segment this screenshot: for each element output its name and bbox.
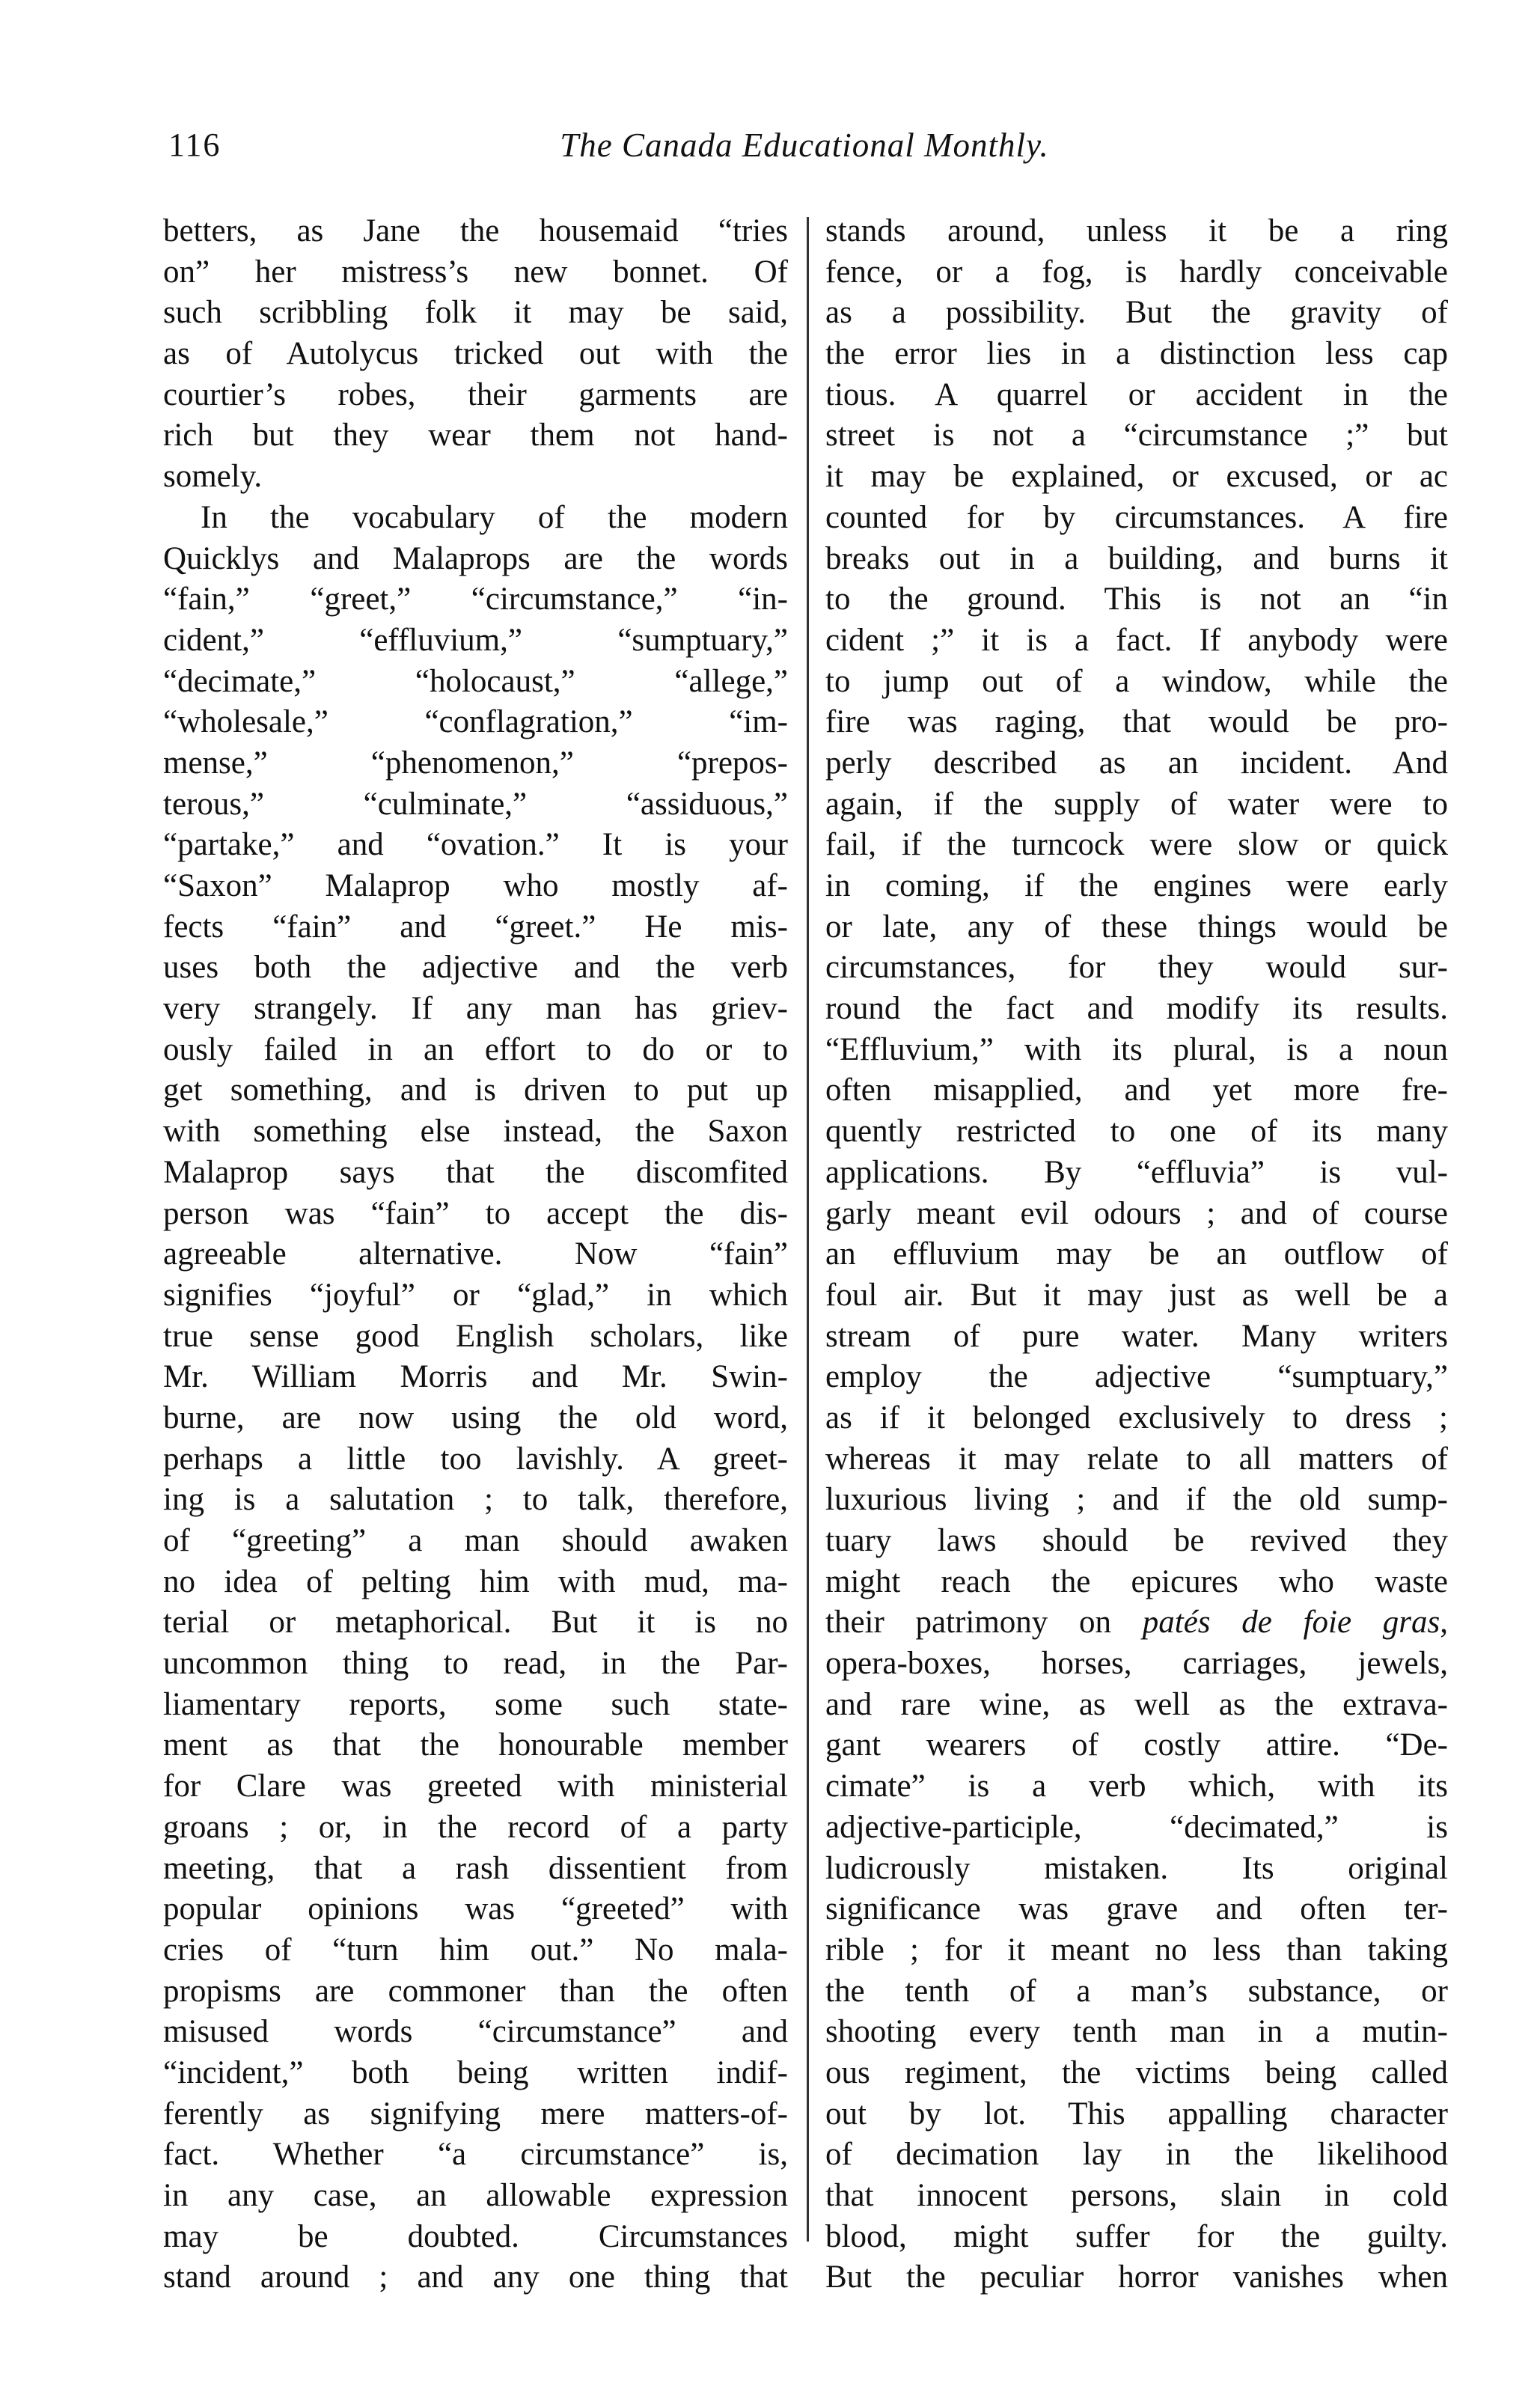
left-column-line: uses both the adjective and the verb bbox=[163, 950, 788, 986]
left-column-line: In the vocabulary of the modern bbox=[201, 499, 788, 535]
left-column-line: stand around ; and any one thing that bbox=[163, 2260, 788, 2295]
running-head bbox=[161, 126, 1448, 171]
left-column-line: with something else instead, the Saxon bbox=[163, 1114, 788, 1150]
left-column-line: courtier’s robes, their garments are bbox=[163, 376, 788, 412]
right-column-line: whereas it may relate to all matters of bbox=[825, 1441, 1448, 1477]
left-column-line: Malaprop says that the discomfited bbox=[163, 1154, 788, 1190]
right-column-line: perly described as an incident. And bbox=[825, 745, 1448, 781]
right-column-line: foul air. But it may just as well be a bbox=[825, 1277, 1448, 1313]
left-column-line: ously failed in an effort to do or to bbox=[163, 1031, 788, 1067]
right-column-line: ous regiment, the victims being called bbox=[825, 2054, 1448, 2090]
right-column-line: of decimation lay in the likelihood bbox=[825, 2137, 1448, 2173]
right-column-line: an effluvium may be an outflow of bbox=[825, 1236, 1448, 1272]
left-column-line: “Saxon” Malaprop who mostly af- bbox=[163, 868, 788, 903]
left-column-line: meeting, that a rash dissentient from bbox=[163, 1850, 788, 1886]
left-column-line: of “greeting” a man should awaken bbox=[163, 1523, 788, 1558]
right-column-line: counted for by circumstances. A fire bbox=[825, 499, 1448, 535]
right-column-line: street is not a “circumstance ;” but bbox=[825, 418, 1448, 454]
left-column-line: burne, are now using the old word, bbox=[163, 1400, 788, 1435]
left-column-line: misused words “circumstance” and bbox=[163, 2014, 788, 2050]
right-column-line: luxurious living ; and if the old sump- bbox=[825, 1482, 1448, 1518]
right-column-line: circumstances, for they would sur- bbox=[825, 950, 1448, 986]
right-column-line: fire was raging, that would be pro- bbox=[825, 704, 1448, 740]
left-column-line: perhaps a little too lavishly. A greet- bbox=[163, 1441, 788, 1477]
right-column-line: stream of pure water. Many writers bbox=[825, 1318, 1448, 1354]
left-column-line: uncommon thing to read, in the Par- bbox=[163, 1646, 788, 1682]
left-column-line: terial or metaphorical. But it is no bbox=[163, 1605, 788, 1641]
left-column-line: terous,” “culminate,” “assiduous,” bbox=[163, 786, 788, 822]
left-column-line: “wholesale,” “conflagration,” “im- bbox=[163, 704, 788, 740]
left-column-line: signifies “joyful” or “glad,” in which bbox=[163, 1277, 788, 1313]
left-column-line: “fain,” “greet,” “circumstance,” “in- bbox=[163, 582, 788, 617]
page-number: 116 bbox=[168, 126, 221, 163]
right-column-line: often misapplied, and yet more fre- bbox=[825, 1072, 1448, 1108]
right-column-line: But the peculiar horror vanishes when bbox=[825, 2260, 1448, 2295]
left-column-line: mense,” “phenomenon,” “prepos- bbox=[163, 745, 788, 781]
left-column-line: as of Autolycus tricked out with the bbox=[163, 336, 788, 372]
right-column-line: tuary laws should be revived they bbox=[825, 1523, 1448, 1558]
right-column-line: “Effluvium,” with its plural, is a noun bbox=[825, 1031, 1448, 1067]
right-column-line: ludicrously mistaken. Its original bbox=[825, 1850, 1448, 1886]
right-column-line: as if it belonged exclusively to dress ; bbox=[825, 1400, 1448, 1435]
right-column-line: shooting every tenth man in a mutin- bbox=[825, 2014, 1448, 2050]
right-column-line: breaks out in a building, and burns it bbox=[825, 540, 1448, 576]
right-column-line: adjective-participle, “decimated,” is bbox=[825, 1809, 1448, 1845]
right-column-line: cimate” is a verb which, with its bbox=[825, 1769, 1448, 1804]
left-column-line: Quicklys and Malaprops are the words bbox=[163, 540, 788, 576]
right-column-line: that innocent persons, slain in cold bbox=[825, 2178, 1448, 2213]
journal-title: The Canada Educational Monthly. bbox=[560, 126, 1049, 164]
left-column-line: cries of “turn him out.” No mala- bbox=[163, 1932, 788, 1968]
right-column-line: to jump out of a window, while the bbox=[825, 663, 1448, 699]
left-column-line: person was “fain” to accept the dis- bbox=[163, 1195, 788, 1231]
column-divider bbox=[807, 217, 809, 2242]
right-column-line: garly meant evil odours ; and of course bbox=[825, 1195, 1448, 1231]
right-column-line: their patrimony on patés de foie gras, bbox=[825, 1605, 1448, 1641]
left-column-line: true sense good English scholars, like bbox=[163, 1318, 788, 1354]
left-column-line: ing is a salutation ; to talk, therefore, bbox=[163, 1482, 788, 1518]
right-column-line: and rare wine, as well as the extrava- bbox=[825, 1686, 1448, 1722]
left-column-line: groans ; or, in the record of a party bbox=[163, 1809, 788, 1845]
right-column-line: it may be explained, or excused, or ac bbox=[825, 459, 1448, 495]
right-column-line: round the fact and modify its results. bbox=[825, 991, 1448, 1027]
left-column-line: “partake,” and “ovation.” It is your bbox=[163, 827, 788, 863]
left-column-line: propisms are commoner than the often bbox=[163, 1973, 788, 2009]
right-column-line: gant wearers of costly attire. “De- bbox=[825, 1727, 1448, 1763]
right-column-line: or late, any of these things would be bbox=[825, 909, 1448, 945]
left-column-line: somely. bbox=[163, 459, 263, 495]
right-column-line: the error lies in a distinction less cap bbox=[825, 336, 1448, 372]
left-column-line: “decimate,” “holocaust,” “allege,” bbox=[163, 663, 788, 699]
left-column-line: on” her mistress’s new bonnet. Of bbox=[163, 254, 788, 290]
left-column-line: may be doubted. Circumstances bbox=[163, 2218, 788, 2254]
right-column-line: employ the adjective “sumptuary,” bbox=[825, 1359, 1448, 1395]
left-column-line: betters, as Jane the housemaid “tries bbox=[163, 213, 788, 248]
left-column-line: in any case, an allowable expression bbox=[163, 2178, 788, 2213]
left-column-line: no idea of pelting him with mud, ma- bbox=[163, 1563, 788, 1599]
left-column-line: agreeable alternative. Now “fain” bbox=[163, 1236, 788, 1272]
right-column-line: blood, might suffer for the guilty. bbox=[825, 2218, 1448, 2254]
right-column-line: might reach the epicures who waste bbox=[825, 1563, 1448, 1599]
right-column-line: rible ; for it meant no less than taking bbox=[825, 1932, 1448, 1968]
right-column-line: as a possibility. But the gravity of bbox=[825, 295, 1448, 331]
right-column-line: stands around, unless it be a ring bbox=[825, 213, 1448, 248]
italic-phrase: patés de foie gras bbox=[1142, 1605, 1440, 1641]
left-column-line: such scribbling folk it may be said, bbox=[163, 295, 788, 331]
right-column-line: fence, or a fog, is hardly conceivable bbox=[825, 254, 1448, 290]
left-column-line: “incident,” both being written indif- bbox=[163, 2054, 788, 2090]
left-column-line: Mr. William Morris and Mr. Swin- bbox=[163, 1359, 788, 1395]
left-column-line: fects “fain” and “greet.” He mis- bbox=[163, 909, 788, 945]
left-column-line: ment as that the honourable member bbox=[163, 1727, 788, 1763]
right-column-line: the tenth of a man’s substance, or bbox=[825, 1973, 1448, 2009]
right-column-line: again, if the supply of water were to bbox=[825, 786, 1448, 822]
right-column-line: tious. A quarrel or accident in the bbox=[825, 376, 1448, 412]
left-column-line: cident,” “effluvium,” “sumptuary,” bbox=[163, 622, 788, 658]
left-column bbox=[163, 211, 788, 2298]
right-column-line: in coming, if the engines were early bbox=[825, 868, 1448, 903]
right-column-line: cident ;” it is a fact. If anybody were bbox=[825, 622, 1448, 658]
right-column-line: quently restricted to one of its many bbox=[825, 1114, 1448, 1150]
right-column bbox=[825, 211, 1448, 2298]
right-column-line: opera-boxes, horses, carriages, jewels, bbox=[825, 1646, 1448, 1682]
right-column-line: out by lot. This appalling character bbox=[825, 2096, 1448, 2132]
left-column-line: very strangely. If any man has griev- bbox=[163, 991, 788, 1027]
left-column-line: ferently as signifying mere matters-of- bbox=[163, 2096, 788, 2132]
right-column-line: to the ground. This is not an “in bbox=[825, 582, 1448, 617]
left-column-line: popular opinions was “greeted” with bbox=[163, 1891, 788, 1927]
right-column-line: fail, if the turncock were slow or quick bbox=[825, 827, 1448, 863]
left-column-line: get something, and is driven to put up bbox=[163, 1072, 788, 1108]
left-column-line: for Clare was greeted with ministerial bbox=[163, 1769, 788, 1804]
left-column-line: rich but they wear them not hand- bbox=[163, 418, 788, 454]
right-column-line: applications. By “effluvia” is vul- bbox=[825, 1154, 1448, 1190]
left-column-line: liamentary reports, some such state- bbox=[163, 1686, 788, 1722]
right-column-line: significance was grave and often ter- bbox=[825, 1891, 1448, 1927]
left-column-line: fact. Whether “a circumstance” is, bbox=[163, 2137, 788, 2173]
